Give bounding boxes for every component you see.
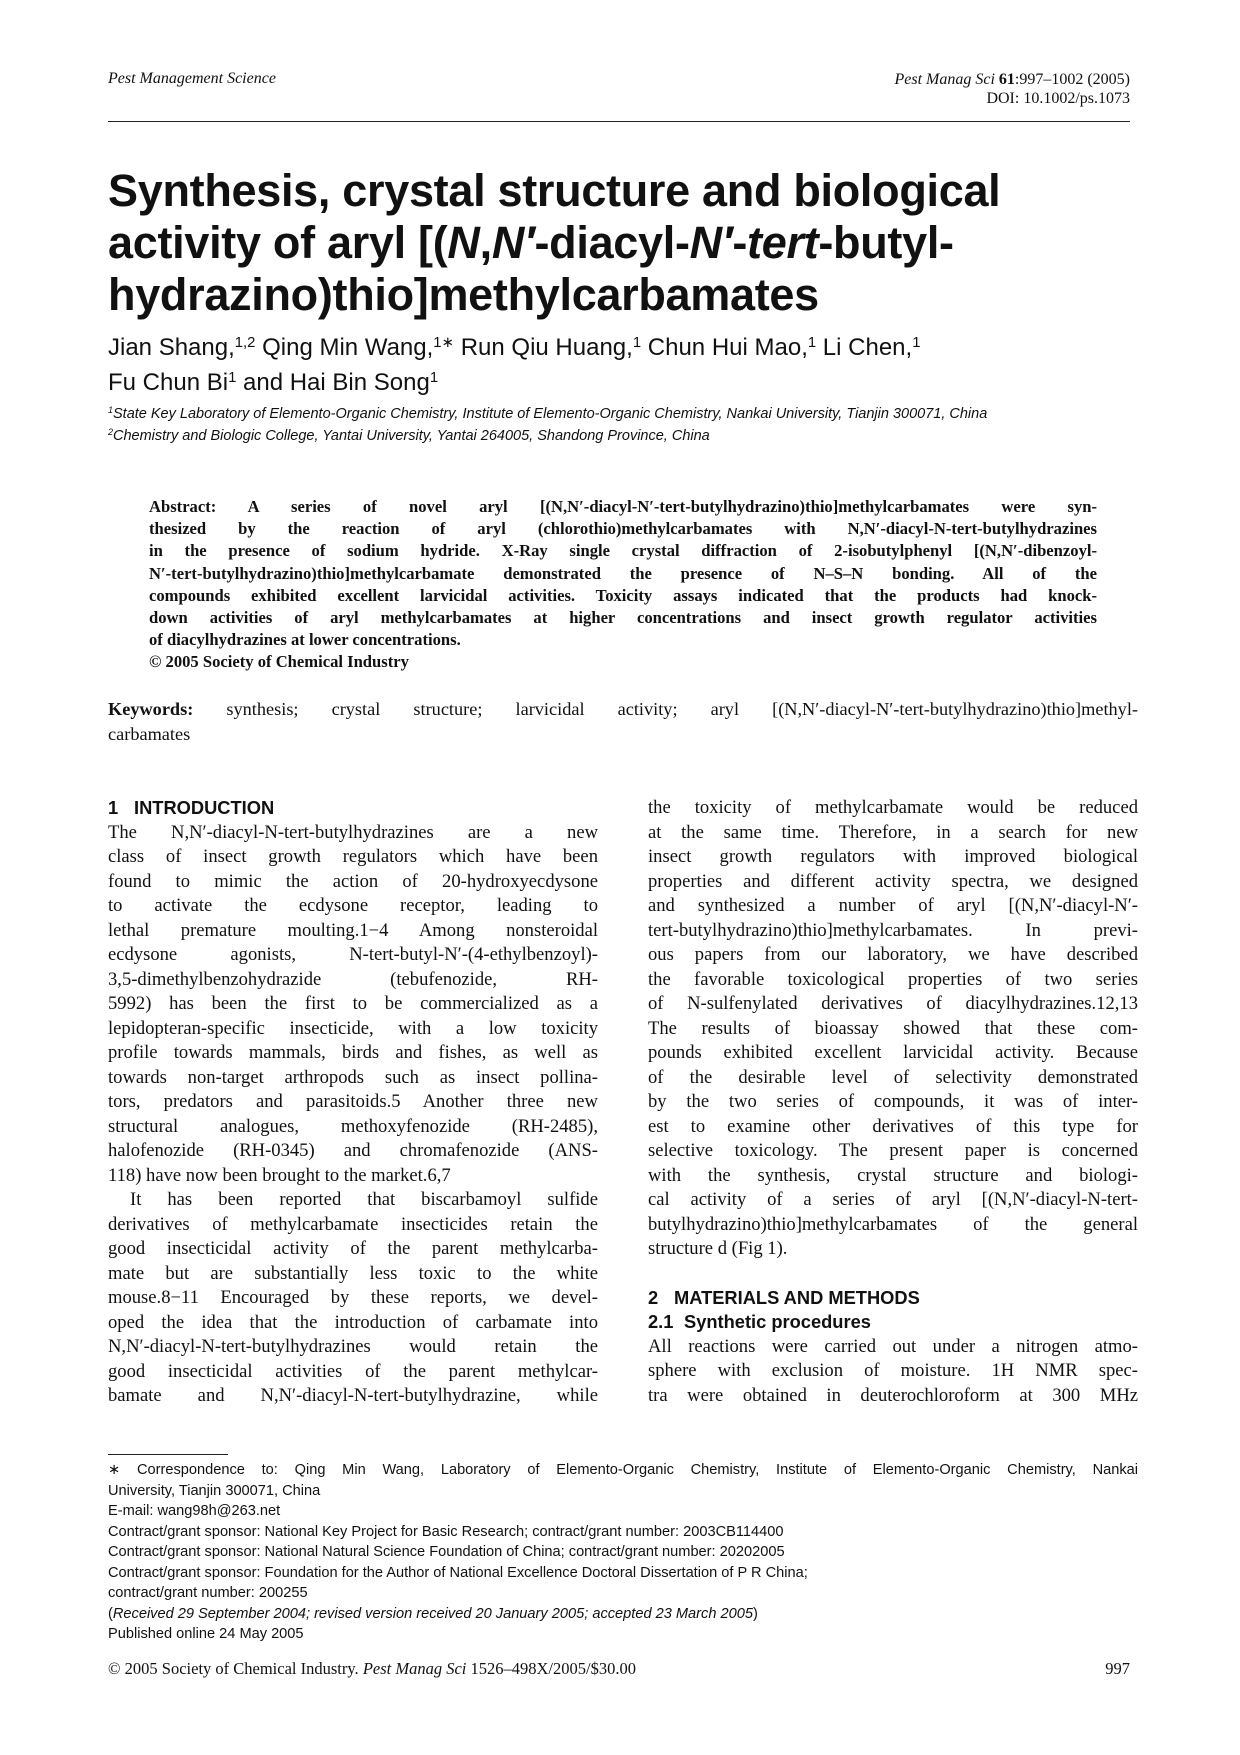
subsection-number: 2.1: [648, 1311, 674, 1332]
author-affil-mark: 1: [429, 369, 439, 386]
body-line: and synthesized a number of aryl [(N,N′-diacyl-N′-: [648, 895, 1138, 916]
grant-sponsor: contract/grant number: 200255: [108, 1585, 308, 1601]
body-line: All reactions were carried out under a nitrogen atmo-: [648, 1335, 1138, 1357]
abstract: [149, 496, 1097, 674]
body-line: insect growth regulators with improved biological: [648, 846, 1138, 867]
abstract-line: thesized by the reaction of aryl (chlorothio)methylcarbamates with N,N′-diacyl-N-tert-butylhydrazines: [149, 519, 1097, 539]
received-dates: (Received 29 September 2004; revised version received 20 January 2005; accepted 23 March 2005): [108, 1605, 758, 1622]
section-heading-materials-methods: [648, 1286, 1138, 1311]
author-affil-mark: 1∗: [433, 334, 455, 351]
abstract-line: compounds exhibited excellent larvicidal activities. Toxicity assays indicated that the products had knock-: [149, 585, 1097, 605]
grant-sponsor: Contract/grant sponsor: Foundation for the Author of National Excellence Doctoral Dissertation of P R China;: [108, 1564, 808, 1581]
author-name: Qing Min Wang,: [255, 334, 434, 361]
title-line-1: Synthesis, crystal structure and biological: [108, 165, 1001, 216]
citation-volume: 61: [998, 71, 1015, 88]
keywords-label: Keywords:: [108, 699, 194, 719]
author-affil-mark: 1: [228, 369, 237, 386]
affiliations: [108, 403, 1138, 447]
body-line: ecdysone agonists, N-tert-butyl-N′-(4-ethylbenzoyl)-: [108, 944, 598, 965]
keywords-text: synthesis; crystal structure; larvicidal activity; aryl [(N,N′-diacyl-N′-tert-butylhydrazino)thio]methyl-: [193, 699, 1138, 719]
subsection-heading-synthetic-procedures: [648, 1310, 1138, 1335]
section-gap: [648, 1262, 1138, 1286]
author-affil-mark: 1: [912, 334, 921, 351]
title-line-2: [108, 217, 1108, 269]
author-name: Jian Shang,: [108, 334, 235, 361]
page-number: 997: [1105, 1659, 1130, 1678]
email[interactable]: E-mail: wang98h@263.net: [108, 1503, 281, 1519]
running-header-journal: Pest Management Science: [108, 70, 276, 87]
abstract-line: down activities of aryl methylcarbamates at higher concentrations and insect growth regulator activities: [149, 608, 1097, 628]
section-number: 1: [108, 797, 119, 818]
author-name: Run Qiu Huang,: [454, 334, 633, 361]
copyright-text: © 2005 Society of Chemical Industry.: [108, 1659, 363, 1678]
copyright-issn: 1526–498X/2005/$30.00: [466, 1659, 636, 1678]
body-line: tra were obtained in deuterochloroform at 300 MHz: [648, 1384, 1138, 1406]
correspondence-line: ∗ Correspondence to: Qing Min Wang, Laboratory of Elemento-Organic Chemistry, Institute of Elemento-Organic Chemistry, Nankai: [108, 1462, 1138, 1478]
body-line: ous papers from our laboratory, we have described: [648, 944, 1138, 965]
body-line: towards non-target arthropods such as insect pollina-: [108, 1066, 598, 1088]
section-title: INTRODUCTION: [134, 797, 275, 818]
author-affil-mark: 1: [807, 334, 817, 351]
article-title: [108, 165, 1108, 321]
title-part: -: [732, 217, 748, 268]
title-part: activity of aryl [(: [108, 217, 448, 268]
affiliation-text: State Key Laboratory of Elemento-Organic Chemistry, Institute of Elemento-Organic Chemistry, Nankai University, Tianjin 300071, China: [113, 406, 988, 422]
body-line: It has been reported that biscarbamoyl sulfide: [130, 1189, 598, 1210]
body-line: The results of bioassay showed that these com-: [648, 1017, 1138, 1039]
affiliation-mark: 1: [108, 405, 113, 416]
section-heading-introduction: [108, 796, 598, 821]
body-line: mate but are substantially less toxic to the white: [108, 1262, 598, 1284]
body-line: good insecticidal activities of the parent methylcar-: [108, 1360, 598, 1382]
body-line: profile towards mammals, birds and fishes, as well as: [108, 1042, 598, 1063]
body-line: lepidopteran-specific insecticide, with a low toxicity: [108, 1017, 598, 1039]
title-line-3: hydrazino)thio]methylcarbamates: [108, 269, 819, 320]
title-part-italic: N: [447, 217, 480, 268]
author-affil-mark: 1: [632, 334, 642, 351]
author-affil-mark: 1,2: [234, 334, 256, 351]
body-line: to activate the ecdysone receptor, leading to: [108, 895, 598, 916]
body-line: the favorable toxicological properties of two series: [648, 968, 1138, 990]
author-line-1: [108, 330, 1128, 365]
body-line: of the desirable level of selectivity demonstrated: [648, 1066, 1138, 1088]
abstract-line: N′-tert-butylhydrazino)thio]methylcarbamate demonstrated the presence of N–S–N bonding. All of the: [149, 563, 1097, 583]
citation-journal: Pest Manag Sci: [894, 71, 995, 88]
body-line: bamate and N,N′-diacyl-N-tert-butylhydrazine, while: [108, 1385, 598, 1406]
footnotes: [108, 1460, 1138, 1645]
copyright-footer: [108, 1659, 636, 1679]
body-line: butylhydrazino)thio]methylcarbamates of the general: [648, 1213, 1138, 1235]
citation-line: [894, 70, 1130, 89]
body-line: at the same time. Therefore, in a search for new: [648, 821, 1138, 843]
author-list: [108, 330, 1128, 400]
keywords: [108, 697, 1138, 747]
affiliation-text: Chemistry and Biologic College, Yantai University, Yantai 264005, Shandong Province, China: [113, 428, 710, 444]
affiliation-2: [108, 425, 1138, 447]
grant-sponsor: Contract/grant sponsor: National Key Project for Basic Research; contract/grant number: 2003CB114400: [108, 1523, 784, 1540]
title-part: -diacyl-: [534, 217, 690, 268]
author-name: and Hai Bin Song: [236, 369, 430, 396]
abstract-line: Abstract: A series of novel aryl [(N,N′-diacyl-N′-tert-butylhydrazino)thio]methylcarbamates were syn-: [149, 497, 1097, 516]
body-line: of N-sulfenylated derivatives of diacylhydrazines.12,13: [648, 993, 1138, 1014]
body-line: with the synthesis, crystal structure and biologi-: [648, 1164, 1138, 1186]
doi[interactable]: DOI: 10.1002/ps.1073: [986, 90, 1130, 107]
body-line: tert-butylhydrazino)thio]methylcarbamates. In previ-: [648, 919, 1138, 941]
section-number: 2: [648, 1286, 659, 1308]
header-rule: [108, 121, 1130, 122]
running-header-citation: [894, 70, 1130, 108]
copyright-journal: Pest Manag Sci: [362, 1659, 467, 1678]
body-line: pounds exhibited excellent larvicidal activity. Because: [648, 1042, 1138, 1063]
grant-sponsor: Contract/grant sponsor: National Natural Science Foundation of China; contract/grant number: 20202005: [108, 1544, 785, 1560]
title-part-italic: tert: [747, 217, 819, 268]
title-part: ,: [479, 217, 492, 268]
correspondence-line: University, Tianjin 300071, China: [108, 1482, 321, 1499]
author-name: Li Chen,: [816, 334, 913, 361]
body-line: lethal premature moulting.1−4 Among nonsteroidal: [108, 919, 598, 941]
footnote-rule: [108, 1454, 228, 1455]
body-line: derivatives of methylcarbamate insecticides retain the: [108, 1213, 598, 1235]
body-line: halofenozide (RH-0345) and chromafenozide (ANS-: [108, 1140, 598, 1161]
body-line: sphere with exclusion of moisture. 1H NMR spec-: [648, 1360, 1138, 1381]
body-line: est to examine other derivatives of this type for: [648, 1115, 1138, 1137]
affiliation-1: [108, 403, 1138, 425]
title-part: -butyl-: [818, 217, 954, 268]
body-line: the toxicity of methylcarbamate would be reduced: [648, 797, 1138, 818]
keywords-line: carbamates: [108, 724, 191, 744]
body-line: properties and different activity spectra, we designed: [648, 870, 1138, 892]
author-name: Fu Chun Bi: [108, 369, 229, 396]
body-line: The N,N′-diacyl-N-tert-butylhydrazines are a new: [108, 821, 598, 843]
body-line: 3,5-dimethylbenzohydrazide (tebufenozide, RH-: [108, 968, 598, 990]
body-line: good insecticidal activity of the parent methylcarba-: [108, 1238, 598, 1259]
body-line: 5992) has been the first to be commercialized as a: [108, 993, 598, 1014]
section-title: MATERIALS AND METHODS: [674, 1286, 920, 1308]
left-column: [108, 796, 598, 1409]
body-line: tors, predators and parasitoids.5 Another three new: [108, 1091, 598, 1112]
body-line: mouse.8−11 Encouraged by these reports, we devel-: [108, 1287, 598, 1308]
author-name: Chun Hui Mao,: [641, 334, 808, 361]
author-line-2: [108, 365, 1128, 400]
abstract-line: in the presence of sodium hydride. X-Ray single crystal diffraction of 2-isobutylphenyl [(N,N′-dibenzoyl-: [149, 541, 1097, 561]
body-line: cal activity of a series of aryl [(N,N′-diacyl-N-tert-: [648, 1189, 1138, 1210]
body-line: 118) have now been brought to the market.6,7: [108, 1164, 451, 1186]
title-part-italic: N′: [491, 217, 535, 268]
abstract-copyright: © 2005 Society of Chemical Industry: [149, 652, 409, 672]
received-dates-text: Received 29 September 2004; revised version received 20 January 2005; accepted 23 March 2005: [112, 1605, 753, 1622]
body-line: selective toxicology. The present paper is concerned: [648, 1140, 1138, 1161]
subsection-title: Synthetic procedures: [684, 1311, 871, 1332]
body-line: structure d (Fig 1).: [648, 1238, 788, 1259]
affiliation-mark: 2: [108, 427, 113, 438]
body-line: oped the idea that the introduction of carbamate into: [108, 1311, 598, 1333]
citation-pages: :997–1002 (2005): [1014, 71, 1130, 88]
title-part-italic: N′: [689, 217, 733, 268]
keywords-line: [108, 697, 1138, 722]
right-column: [648, 796, 1138, 1408]
body-line: class of insect growth regulators which have been: [108, 846, 598, 867]
body-line: N,N′-diacyl-N-tert-butylhydrazines would retain the: [108, 1336, 598, 1357]
body-line: structural analogues, methoxyfenozide (RH-2485),: [108, 1115, 598, 1137]
body-line: by the two series of compounds, it was of inter-: [648, 1091, 1138, 1112]
body-line: found to mimic the action of 20-hydroxyecdysone: [108, 870, 598, 892]
abstract-line: of diacylhydrazines at lower concentrations.: [149, 630, 461, 650]
published-online: Published online 24 May 2005: [108, 1626, 304, 1642]
